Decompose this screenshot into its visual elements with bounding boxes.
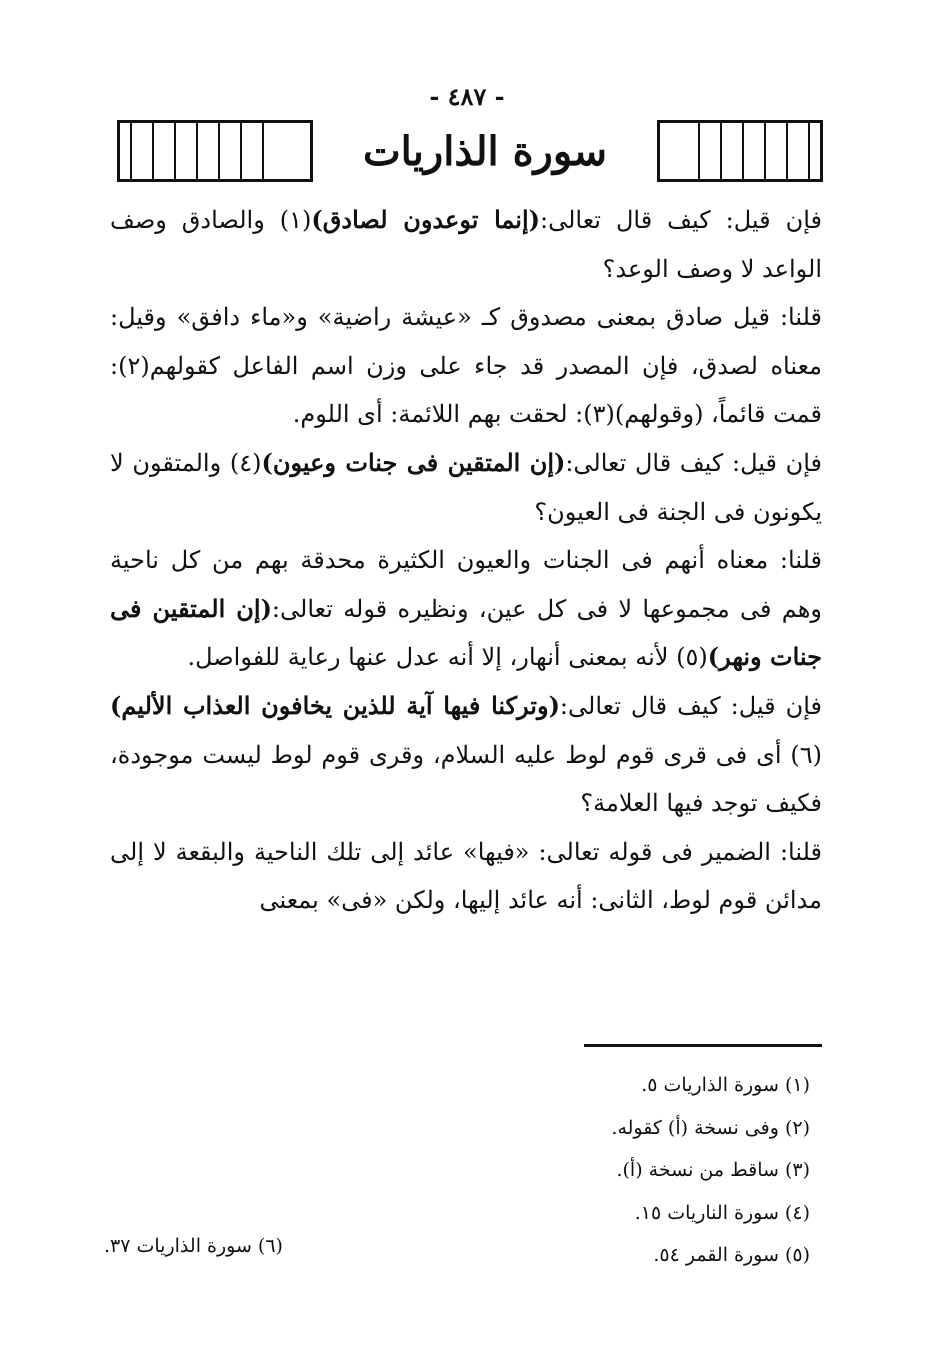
footnote: (٣) ساقط من نسخة (أ). [616,1159,810,1182]
paragraph: قلنا: معناه أنهم فى الجنات والعيون الكثيرة محدقة بهم من كل ناحية وهم فى مجموعها لا فى كل عين، ونظيره قوله تعالى:(إن المتقين فى جنات ونهر)(٥) لأنه بمعنى أنهار، إلا أنه عدل عنها رعاية للفواصل. [110,546,822,672]
banner-ornament-left [130,123,280,179]
paragraph: قلنا: قيل صادق بمعنى مصدوق كـ «عيشة راضية» و«ماء دافق» وقيل: معناه لصدق، فإن المصدر قد جاء على وزن اسم الفاعل كقولهم(٢): قمت قائماً، (وقولهم)(٣): لحقت بهم اللائمة: أى اللوم. [110,303,822,429]
quran-verse: (إن المتقين فى جنات ونهر) [110,593,822,672]
banner-ornament-right [680,123,810,179]
footnote: (١) سورة الذاريات ٥. [641,1074,810,1096]
footnote: (٦) سورة الذاريات ٣٧. [104,1235,283,1257]
paragraph: قلنا: الضمير فى قوله تعالى: «فيها» عائد إلى تلك الناحية والبقعة لا إلى مدائن قوم لوط، الثانى: أنه عائد إليها، ولكن «فى» بمعنى [110,837,822,915]
paragraph: فإن قيل: كيف قال تعالى:(إن المتقين فى جنات وعيون)(٤) والمتقون لا يكونون فى الجنة فى العيون؟ [110,447,823,526]
page-number: - ٤٨٧ - [429,82,505,111]
quran-verse: (وتركنا فيها آية للذين يخافون العذاب الأليم) [110,690,560,720]
body-text [110,196,822,925]
footnote: (٥) سورة القمر ٥٤. [653,1244,810,1267]
footnote: (٢) وفى نسخة (أ) كقوله. [611,1116,810,1139]
surah-title-banner [117,120,823,182]
quran-verse: (إن المتقين فى جنات وعيون) [261,447,566,477]
quran-verse: (إنما توعدون لصادق) [311,205,541,234]
paragraph: فإن قيل: كيف قال تعالى:(وتركنا فيها آية للذين يخافون العذاب الأليم)(٦) أى فى قرى قوم لوط عليه السلام، وقرى قوم لوط ليست موجودة، فكيف توجد فيها العلامة؟ [110,690,822,818]
footnote-divider [584,1044,822,1047]
footnotes [480,1064,810,1277]
surah-title: سورة الذاريات [310,120,660,182]
paragraph: فإن قيل: كيف قال تعالى:(إنما توعدون لصادق)(١) والصادق وصف الواعد لا وصف الوعد؟ [110,205,823,283]
footnote: (٤) سورة الناريات ١٥. [634,1201,810,1224]
